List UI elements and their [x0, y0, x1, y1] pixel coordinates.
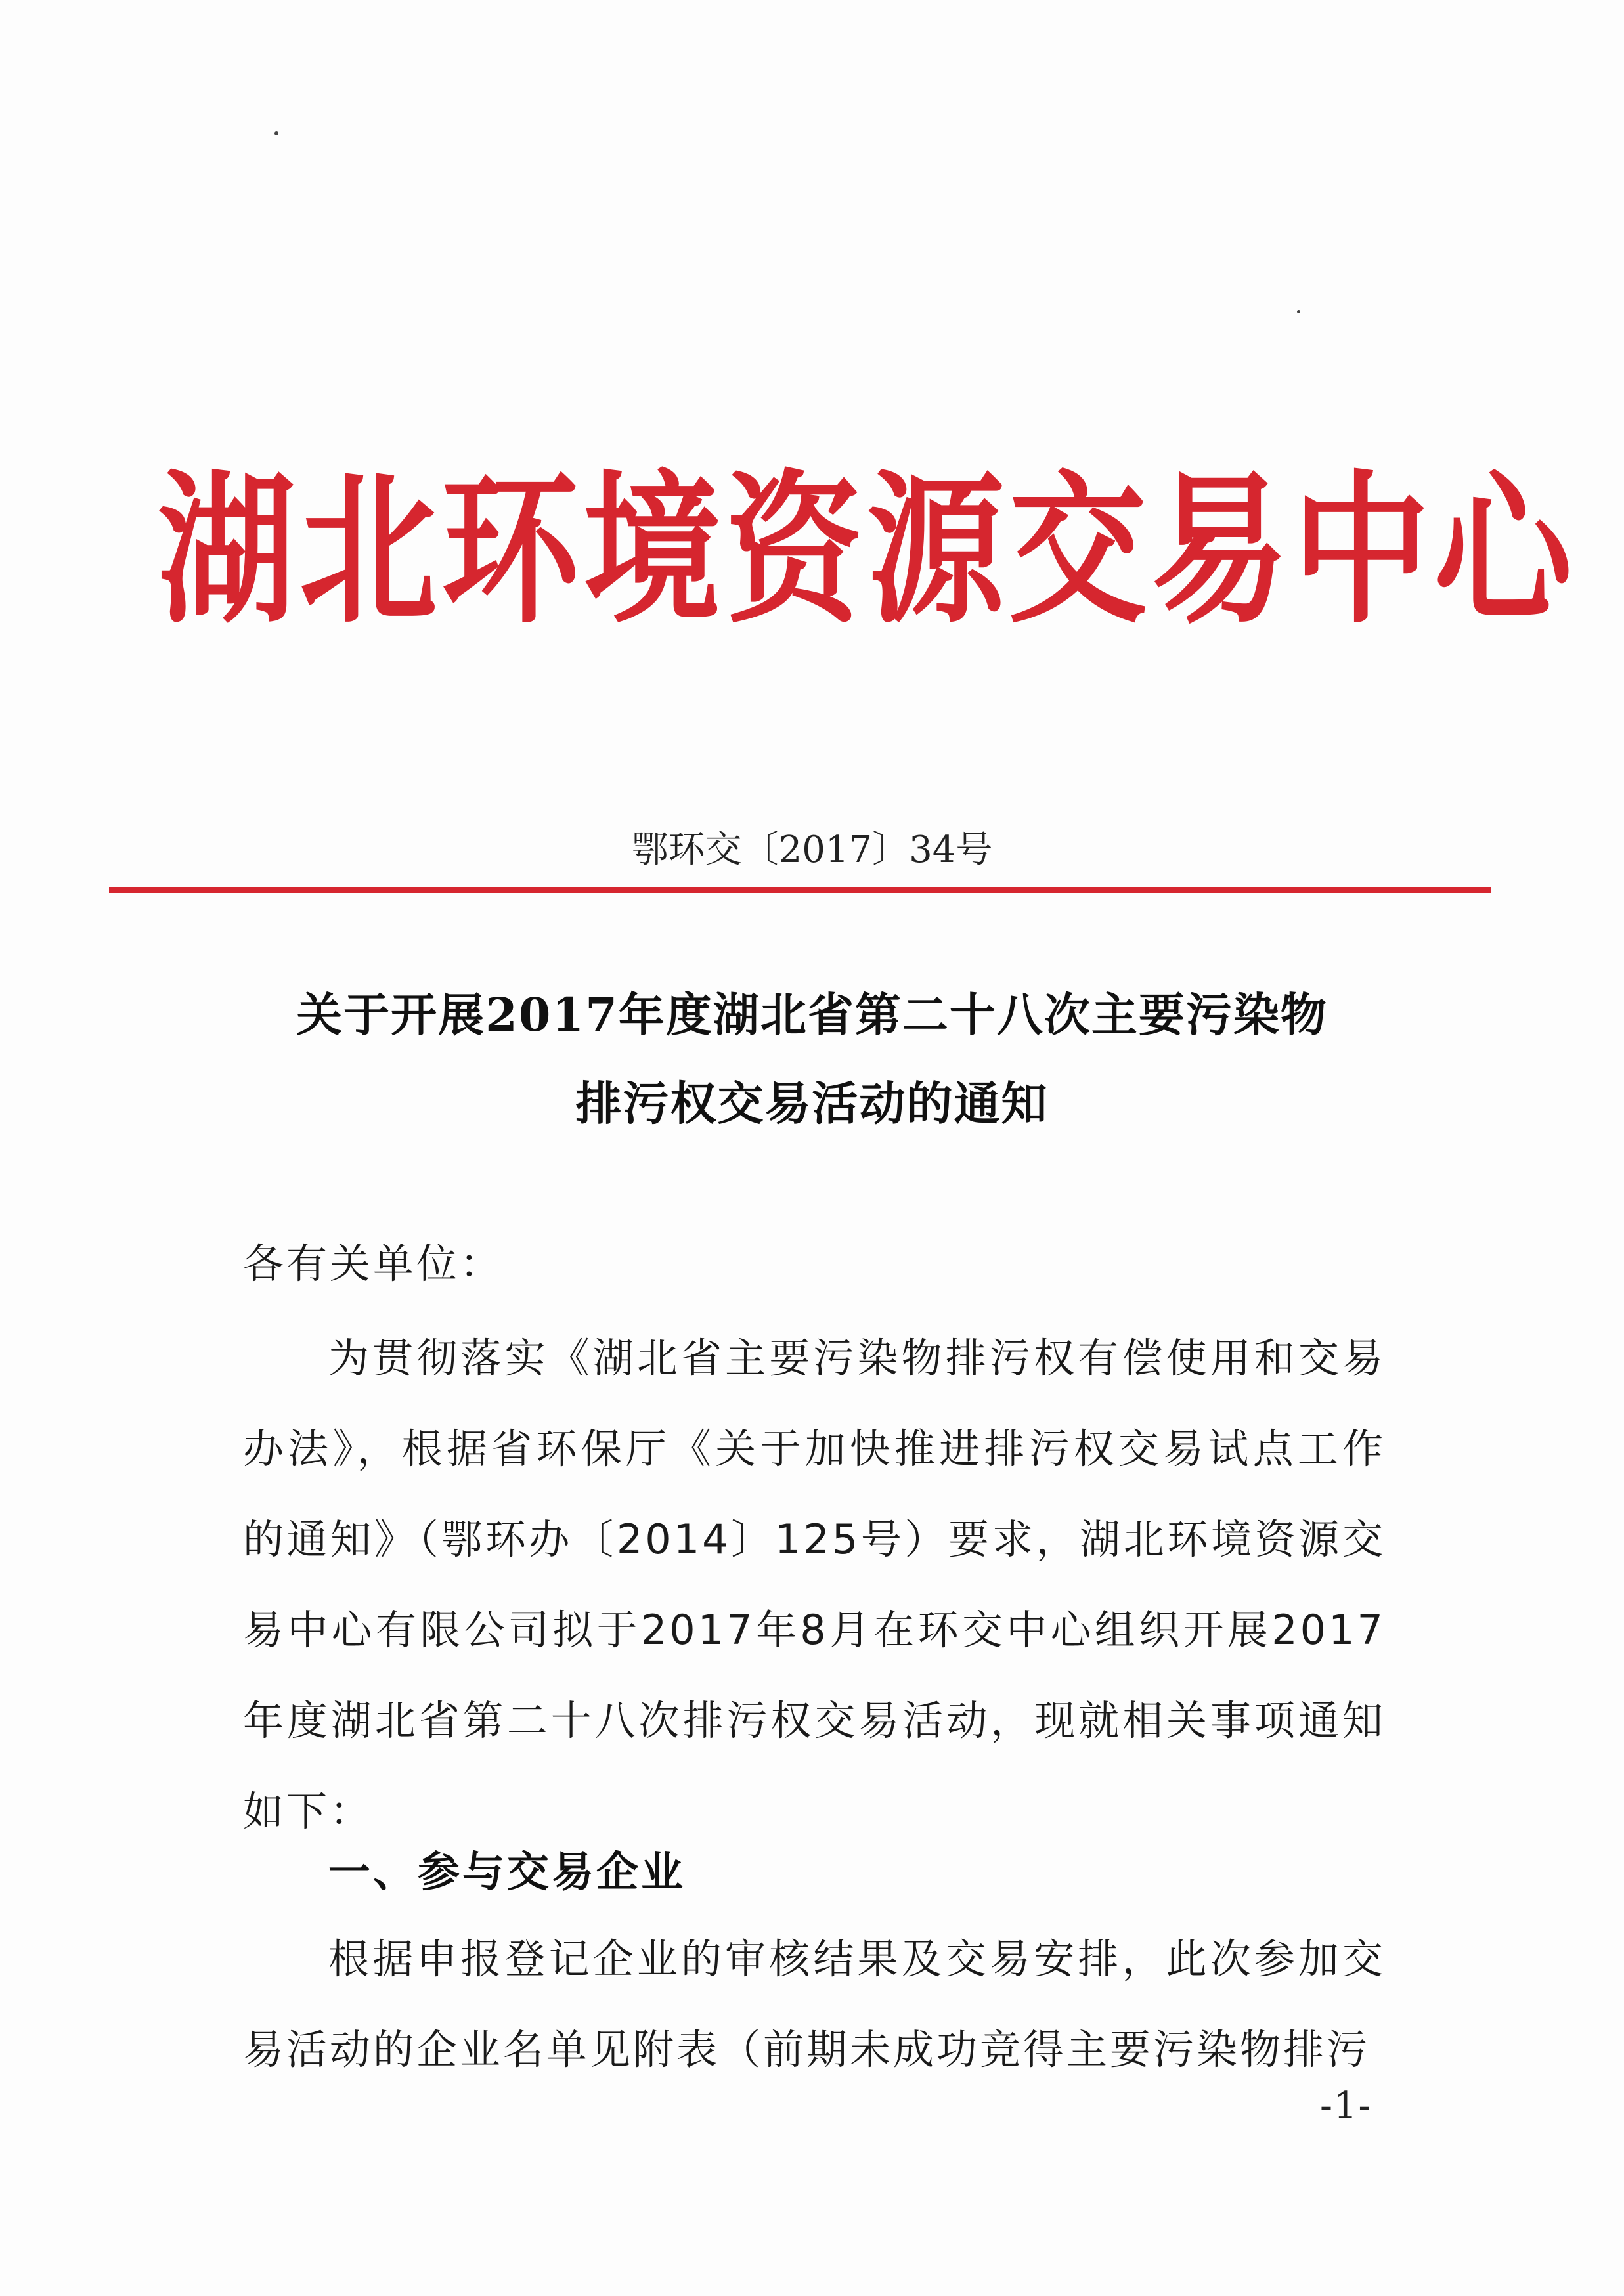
page-number: -1- — [1320, 2085, 1372, 2127]
salutation: 各有关单位： — [243, 1240, 504, 1288]
document-title-line1: 关于开展2017年度湖北省第二十八次主要污染物 — [296, 987, 1328, 1042]
scan-speck — [1297, 310, 1300, 313]
document-number: 鄂环交〔2017〕34号 — [631, 829, 993, 871]
masthead-org-name: 湖北环境资源交易中心 — [158, 456, 1577, 646]
document-title-line2: 排污权交易活动的通知 — [575, 1076, 1049, 1131]
red-divider-line — [109, 887, 1491, 893]
body-paragraph-2: 根据申报登记企业的审核结果及交易安排，此次参加交易活动的企业名单见附表（前期未成功竞得主要污染物排污 — [243, 1935, 1386, 2073]
body-paragraph-1: 为贯彻落实《湖北省主要污染物排污权有偿使用和交易办法》，根据省环保厅《关于加快推进排污权交易试点工作的通知》（鄂环办〔2014〕125号）要求，湖北环境资源交易中心有限公司拟于2017年8月在环交中心组织开展2017年度湖北省第二十八次排污权交易活动，现就相关事项通知如下： — [243, 1334, 1386, 1835]
scan-speck — [274, 131, 278, 135]
section-heading-1: 一、参与交易企业 — [328, 1848, 686, 1897]
